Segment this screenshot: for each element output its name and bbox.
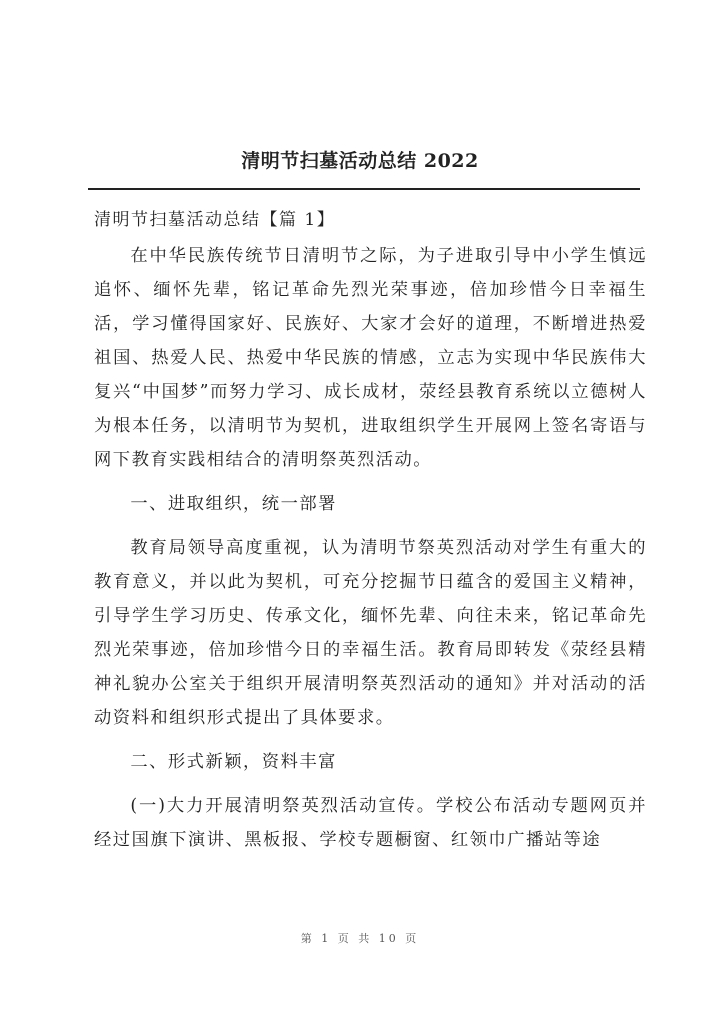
heading-section-1: 一、进取组织，统一部署 <box>130 494 337 514</box>
title-divider <box>88 188 640 190</box>
paragraph-intro: 在中华民族传统节日清明节之际，为子进取引导中小学生慎远追怀、缅怀先辈，铭记革命先烈光荣事迹，倍加珍惜今日幸福生活，学习懂得国家好、民族好、大家才会好的道理，不断增进热爱祖国、热爱人民、热爱中华民族的情感，立志为实现中华民族伟大复兴“中国梦”而努力学习、成长成材，荥经县教育系统以立德树人为根本任务，以清明节为契机，进取组织学生开展网上签名寄语与网下教育实践相结合的清明祭英烈活动。 <box>94 246 647 470</box>
heading-section-2: 二、形式新颖，资料丰富 <box>130 752 337 772</box>
document-body <box>94 239 647 857</box>
paragraph-section-2: (一)大力开展清明祭英烈活动宣传。学校公布活动专题网页并经过国旗下演讲、黑板报、学校专题橱窗、红领巾广播站等途 <box>94 796 647 850</box>
section-subtitle: 清明节扫墓活动总结【篇 1】 <box>94 210 336 230</box>
page-number: 第 1 页 共 10 页 <box>300 932 420 945</box>
document-title: 清明节扫墓活动总结 2022 <box>241 150 479 172</box>
paragraph-section-1: 教育局领导高度重视，认为清明节祭英烈活动对学生有重大的教育意义，并以此为契机，可充分挖掘节日蕴含的爱国主义精神，引导学生学习历史、传承文化，缅怀先辈、向往未来，铭记革命先烈光荣事迹，倍加珍惜今日的幸福生活。教育局即转发《荥经县精神礼貌办公室关于组织开展清明祭英烈活动的通知》并对活动的活动资料和组织形式提出了具体要求。 <box>94 538 647 728</box>
